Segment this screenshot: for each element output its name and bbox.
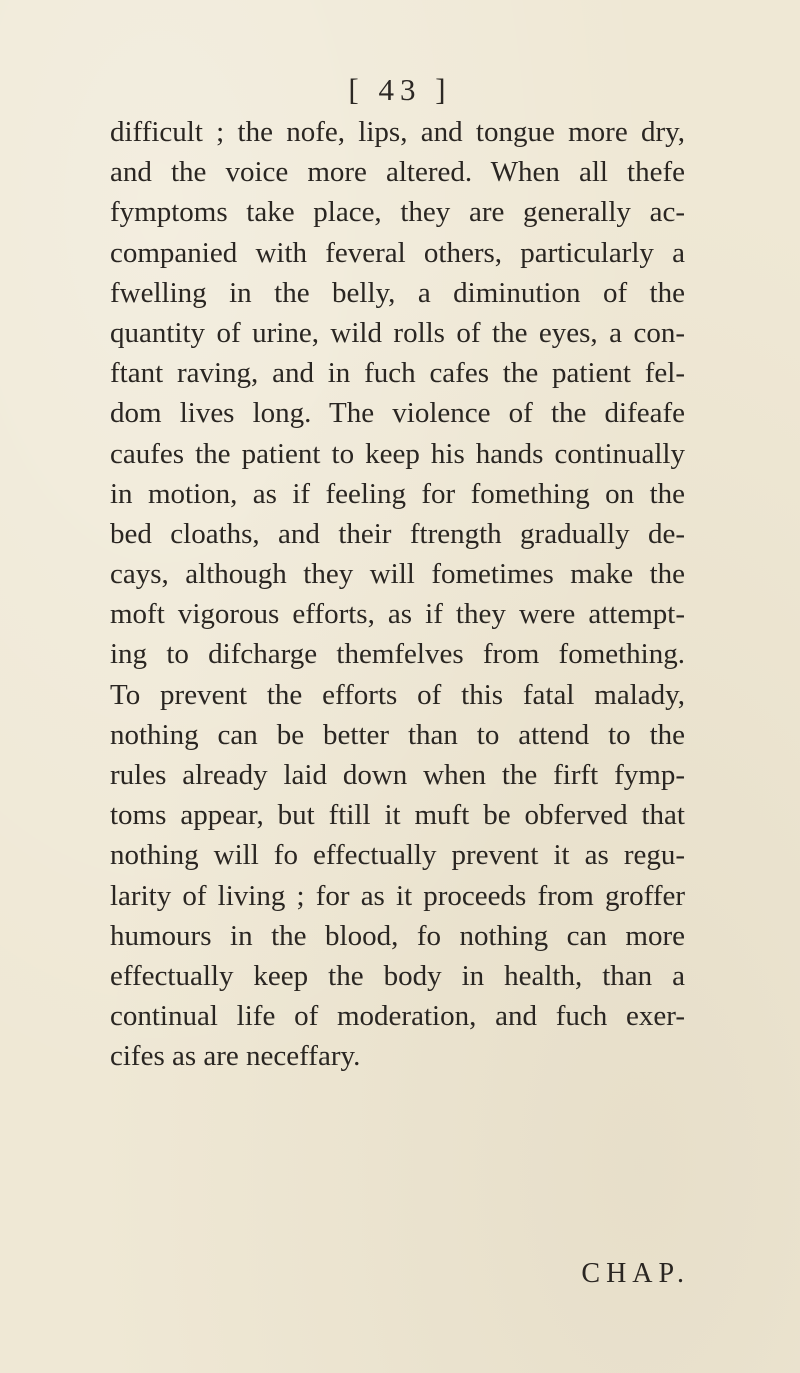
text-line: nothing can be better than to attend to the [110,718,685,751]
text-line: fwelling in the belly, a diminution of the [110,276,685,309]
text-line: caufes the patient to keep his hands continually [110,437,685,470]
text-line: To prevent the efforts of this fatal malady, [110,678,685,711]
text-line: ing to difcharge themfelves from fomething. [110,638,685,671]
text-line: toms appear, but ftill it muft be obferved that [110,799,685,832]
text-line: quantity of urine, wild rolls of the eyes, a con- [110,316,685,349]
text-line: difficult ; the nofe, lips, and tongue more dry, [110,116,685,148]
catchword: CHAP. [581,1258,690,1289]
text-line: cifes as are neceffary. [110,1040,361,1073]
text-line: companied with feveral others, particularly a [110,236,685,269]
text-line: in motion, as if feeling for fomething on the [110,477,685,510]
text-line: rules already laid down when the firft fymp- [110,759,685,791]
text-line: larity of living ; for as it proceeds from groffer [110,879,685,912]
text-line: moft vigorous efforts, as if they were attempt- [110,598,685,631]
text-line: effectually keep the body in health, than a [110,959,685,992]
text-line: continual life of moderation, and fuch exer- [110,1000,685,1033]
text-line: and the voice more altered. When all thefe [110,156,685,189]
text-line: humours in the blood, fo nothing can more [110,919,685,952]
text-line: ftant raving, and in fuch cafes the patient fel- [110,357,685,390]
text-line: bed cloaths, and their ftrength gradually de- [110,517,685,550]
body-text [110,112,685,1077]
text-line: fymptoms take place, they are generally ac- [110,196,685,229]
text-line: cays, although they will fometimes make the [110,558,685,591]
page-number: [ 43 ] [348,72,452,107]
text-line: dom lives long. The violence of the difeafe [110,397,685,430]
text-line: nothing will fo effectually prevent it as regu- [110,839,685,872]
